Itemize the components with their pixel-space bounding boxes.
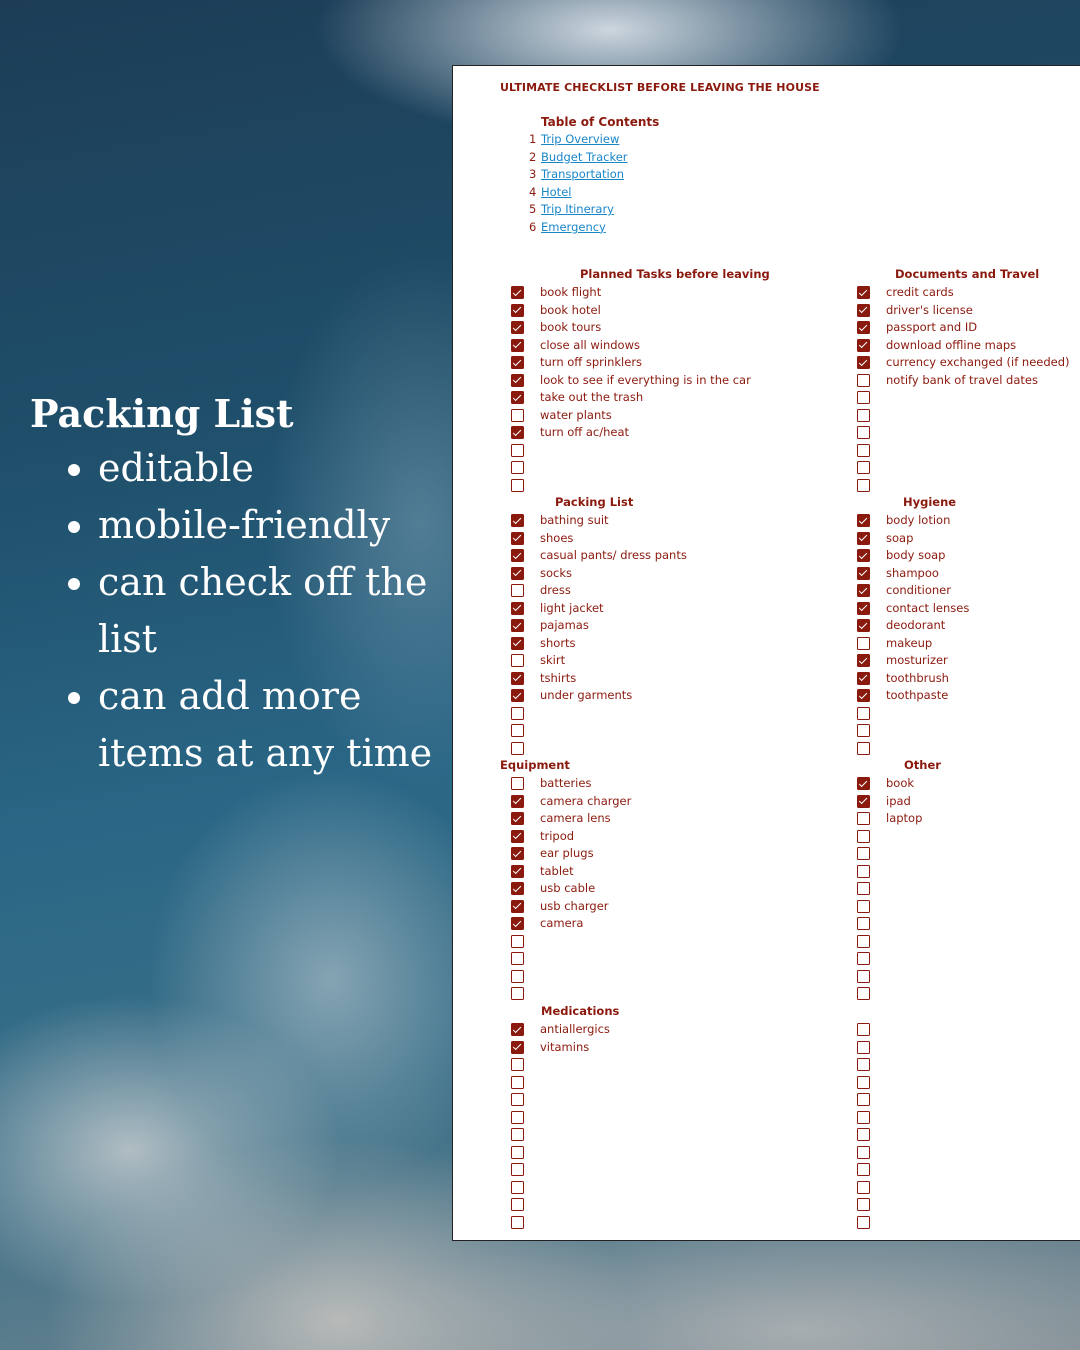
toc-number: 3 xyxy=(529,167,537,181)
checked-checkbox[interactable] xyxy=(511,689,524,702)
checklist-item-label[interactable]: water plants xyxy=(540,407,612,422)
promo-feature-list xyxy=(30,440,450,782)
unchecked-checkbox[interactable] xyxy=(857,917,870,930)
checklist-item-label[interactable]: take out the trash xyxy=(540,390,644,404)
section-title-planned-tasks: Planned Tasks before leaving xyxy=(580,267,770,281)
checklist-item-label[interactable]: shorts xyxy=(540,635,576,650)
checklist-item-label[interactable]: ear plugs xyxy=(540,846,594,860)
checked-checkbox[interactable] xyxy=(857,689,870,702)
checked-checkbox[interactable] xyxy=(857,654,870,667)
unchecked-checkbox[interactable] xyxy=(511,1216,524,1229)
unchecked-checkbox[interactable] xyxy=(857,987,870,1000)
checklist-item-label[interactable]: camera lens xyxy=(540,811,611,825)
checked-checkbox[interactable] xyxy=(511,567,524,580)
checklist-item-label[interactable]: contact lenses xyxy=(886,600,970,615)
checked-checkbox[interactable] xyxy=(511,391,524,404)
checked-checkbox[interactable] xyxy=(511,900,524,913)
checklist-item-label[interactable]: body soap xyxy=(886,548,946,562)
checked-checkbox[interactable] xyxy=(857,339,870,352)
unchecked-checkbox[interactable] xyxy=(511,1128,524,1141)
unchecked-checkbox[interactable] xyxy=(857,1058,870,1071)
checked-checkbox[interactable] xyxy=(857,619,870,632)
unchecked-checkbox[interactable] xyxy=(857,1163,870,1176)
checked-checkbox[interactable] xyxy=(511,672,524,685)
checked-checkbox[interactable] xyxy=(857,567,870,580)
checklist-item-label[interactable]: book xyxy=(886,776,915,790)
checklist-item-label[interactable]: bathing suit xyxy=(540,513,609,527)
checklist-item-label[interactable]: dress xyxy=(540,583,571,597)
checked-checkbox[interactable] xyxy=(511,426,524,439)
checked-checkbox[interactable] xyxy=(857,795,870,808)
checklist-item-label[interactable]: toothpaste xyxy=(886,688,949,702)
checklist-item-label[interactable]: tablet xyxy=(540,863,574,878)
unchecked-checkbox[interactable] xyxy=(857,637,870,650)
checklist-item-label[interactable]: camera xyxy=(540,916,584,930)
toc-item xyxy=(529,166,647,184)
unchecked-checkbox[interactable] xyxy=(857,830,870,843)
unchecked-checkbox[interactable] xyxy=(857,812,870,825)
checked-checkbox[interactable] xyxy=(857,602,870,615)
toc-number: 1 xyxy=(529,132,537,146)
promo-feature-item: • can check off the list xyxy=(98,554,450,668)
unchecked-checkbox[interactable] xyxy=(511,1093,524,1106)
table-of-contents xyxy=(529,114,660,236)
checked-checkbox[interactable] xyxy=(511,286,524,299)
checklist-item-label[interactable]: socks xyxy=(540,565,573,580)
checked-checkbox[interactable] xyxy=(857,286,870,299)
unchecked-checkbox[interactable] xyxy=(857,865,870,878)
checklist-item-label[interactable]: tripod xyxy=(540,828,575,843)
checked-checkbox[interactable] xyxy=(511,374,524,387)
checked-checkbox[interactable] xyxy=(511,356,524,369)
promo-feature-item: • mobile-friendly xyxy=(98,497,450,554)
unchecked-checkbox[interactable] xyxy=(857,1198,870,1211)
checklist-item-label[interactable]: currency exchanged (if needed) xyxy=(886,355,1070,369)
checklist-item-label[interactable]: shoes xyxy=(540,530,574,545)
promo-panel xyxy=(30,388,450,782)
unchecked-checkbox[interactable] xyxy=(857,461,870,474)
unchecked-checkbox[interactable] xyxy=(857,444,870,457)
checklist-item-label[interactable]: deodorant xyxy=(886,618,946,632)
unchecked-checkbox[interactable] xyxy=(511,584,524,597)
unchecked-checkbox[interactable] xyxy=(511,444,524,457)
checklist-document xyxy=(452,65,1080,1241)
unchecked-checkbox[interactable] xyxy=(857,1216,870,1229)
checked-checkbox[interactable] xyxy=(857,549,870,562)
toc-item xyxy=(529,184,647,202)
unchecked-checkbox[interactable] xyxy=(857,1041,870,1054)
checklist-item-label[interactable]: batteries xyxy=(540,776,592,790)
checklist-item-label[interactable]: tshirts xyxy=(540,670,577,685)
checklist-item-label[interactable]: notify bank of travel dates xyxy=(886,372,1038,387)
checklist-item-label[interactable]: soap xyxy=(886,530,914,545)
checklist-item-label[interactable]: book flight xyxy=(540,285,602,299)
toc-item xyxy=(529,219,647,237)
checklist-item-label[interactable]: credit cards xyxy=(886,285,954,299)
checklist-item-label[interactable]: light jacket xyxy=(540,600,604,615)
checklist-item-label[interactable]: vitamins xyxy=(540,1039,590,1054)
checklist-item-label[interactable]: look to see if everything is in the car xyxy=(540,372,751,387)
unchecked-checkbox[interactable] xyxy=(511,742,524,755)
unchecked-checkbox[interactable] xyxy=(857,409,870,422)
checklist-item-label[interactable]: close all windows xyxy=(540,337,640,352)
checklist-item-label[interactable]: usb cable xyxy=(540,881,596,895)
toc-link-hotel[interactable]: Hotel xyxy=(541,184,572,199)
unchecked-checkbox[interactable] xyxy=(511,952,524,965)
toc-item xyxy=(529,131,647,149)
unchecked-checkbox[interactable] xyxy=(511,461,524,474)
checked-checkbox[interactable] xyxy=(511,619,524,632)
unchecked-checkbox[interactable] xyxy=(511,1111,524,1124)
section-title-other: Other xyxy=(904,758,941,772)
unchecked-checkbox[interactable] xyxy=(511,935,524,948)
unchecked-checkbox[interactable] xyxy=(857,970,870,983)
unchecked-checkbox[interactable] xyxy=(857,374,870,387)
unchecked-checkbox[interactable] xyxy=(511,1146,524,1159)
checklist-item-label[interactable]: skirt xyxy=(540,653,566,667)
checked-checkbox[interactable] xyxy=(511,532,524,545)
unchecked-checkbox[interactable] xyxy=(857,1146,870,1159)
unchecked-checkbox[interactable] xyxy=(857,724,870,737)
checked-checkbox[interactable] xyxy=(511,514,524,527)
toc-number: 4 xyxy=(529,184,537,199)
document-title: ULTIMATE CHECKLIST BEFORE LEAVING THE HOUSE xyxy=(500,81,820,94)
unchecked-checkbox[interactable] xyxy=(511,1058,524,1071)
section-title-medications: Medications xyxy=(541,1004,620,1018)
unchecked-checkbox[interactable] xyxy=(857,1181,870,1194)
checklist-item-label[interactable]: passport and ID xyxy=(886,320,978,334)
unchecked-checkbox[interactable] xyxy=(511,1198,524,1211)
checked-checkbox[interactable] xyxy=(511,549,524,562)
unchecked-checkbox[interactable] xyxy=(511,1181,524,1194)
unchecked-checkbox[interactable] xyxy=(511,724,524,737)
checklist-item-label[interactable]: makeup xyxy=(886,635,933,650)
unchecked-checkbox[interactable] xyxy=(857,1128,870,1141)
unchecked-checkbox[interactable] xyxy=(857,1076,870,1089)
checked-checkbox[interactable] xyxy=(857,584,870,597)
checklist-item-label[interactable]: shampoo xyxy=(886,565,939,580)
checked-checkbox[interactable] xyxy=(857,304,870,317)
checklist-item-label[interactable]: download offline maps xyxy=(886,337,1017,352)
checked-checkbox[interactable] xyxy=(511,321,524,334)
checked-checkbox[interactable] xyxy=(511,795,524,808)
checklist-item-label[interactable]: body lotion xyxy=(886,513,951,527)
unchecked-checkbox[interactable] xyxy=(857,426,870,439)
unchecked-checkbox[interactable] xyxy=(857,1111,870,1124)
unchecked-checkbox[interactable] xyxy=(857,882,870,895)
unchecked-checkbox[interactable] xyxy=(857,847,870,860)
unchecked-checkbox[interactable] xyxy=(511,987,524,1000)
checklist-item-label[interactable]: antiallergics xyxy=(540,1022,610,1036)
toc-title: Table of Contents xyxy=(541,115,660,129)
checked-checkbox[interactable] xyxy=(857,532,870,545)
toc-link-transportation[interactable]: Transportation xyxy=(541,167,625,181)
section-title-equipment: Equipment xyxy=(500,758,570,772)
section-title-packing-list: Packing List xyxy=(555,495,634,509)
checked-checkbox[interactable] xyxy=(511,865,524,878)
unchecked-checkbox[interactable] xyxy=(857,479,870,492)
checked-checkbox[interactable] xyxy=(511,917,524,930)
checklist-item-label[interactable]: pajamas xyxy=(540,618,589,632)
unchecked-checkbox[interactable] xyxy=(857,742,870,755)
unchecked-checkbox[interactable] xyxy=(857,1093,870,1106)
toc-number: 6 xyxy=(529,219,537,234)
unchecked-checkbox[interactable] xyxy=(511,479,524,492)
checklist-item-label[interactable]: book hotel xyxy=(540,302,601,317)
checked-checkbox[interactable] xyxy=(511,882,524,895)
checklist-item-label[interactable]: laptop xyxy=(886,811,923,825)
section-title-documents-travel: Documents and Travel xyxy=(895,267,1040,281)
toc-link-emergency[interactable]: Emergency xyxy=(541,219,606,234)
toc-link-budget-tracker[interactable]: Budget Tracker xyxy=(541,149,628,164)
unchecked-checkbox[interactable] xyxy=(857,900,870,913)
checked-checkbox[interactable] xyxy=(511,602,524,615)
toc-link-trip-overview[interactable]: Trip Overview xyxy=(541,132,620,146)
checklist-item-label[interactable]: mosturizer xyxy=(886,653,948,667)
checked-checkbox[interactable] xyxy=(857,356,870,369)
checked-checkbox[interactable] xyxy=(511,1023,524,1036)
checked-checkbox[interactable] xyxy=(857,514,870,527)
checklist-item-label[interactable]: turn off sprinklers xyxy=(540,355,643,369)
unchecked-checkbox[interactable] xyxy=(511,1076,524,1089)
promo-feature-item: • editable xyxy=(98,440,450,497)
unchecked-checkbox[interactable] xyxy=(857,707,870,720)
toc-item xyxy=(529,201,647,219)
checklist-item-label[interactable]: under garments xyxy=(540,688,633,702)
checklist-item-label[interactable]: conditioner xyxy=(886,583,951,597)
checklist-item-label[interactable]: camera charger xyxy=(540,793,632,808)
unchecked-checkbox[interactable] xyxy=(511,970,524,983)
checked-checkbox[interactable] xyxy=(511,339,524,352)
checked-checkbox[interactable] xyxy=(511,637,524,650)
checklist-item-label[interactable]: turn off ac/heat xyxy=(540,425,630,439)
section-title-hygiene: Hygiene xyxy=(903,495,957,509)
checked-checkbox[interactable] xyxy=(511,830,524,843)
checklist-item-label[interactable]: ipad xyxy=(886,793,911,808)
promo-feature-item: • can add more items at any time xyxy=(98,668,450,782)
toc-item xyxy=(529,149,647,167)
checked-checkbox[interactable] xyxy=(511,847,524,860)
checklist-item-label[interactable]: book tours xyxy=(540,320,602,334)
checked-checkbox[interactable] xyxy=(857,672,870,685)
unchecked-checkbox[interactable] xyxy=(511,409,524,422)
checked-checkbox[interactable] xyxy=(511,304,524,317)
unchecked-checkbox[interactable] xyxy=(511,654,524,667)
checklist-item-label[interactable]: toothbrush xyxy=(886,670,949,685)
checked-checkbox[interactable] xyxy=(857,321,870,334)
unchecked-checkbox[interactable] xyxy=(511,707,524,720)
toc-number: 2 xyxy=(529,149,537,164)
unchecked-checkbox[interactable] xyxy=(511,777,524,790)
checked-checkbox[interactable] xyxy=(511,1041,524,1054)
toc-link-trip-itinerary[interactable]: Trip Itinerary xyxy=(541,202,614,216)
checklist-item-label[interactable]: usb charger xyxy=(540,898,609,913)
promo-heading: Packing List xyxy=(30,391,294,436)
unchecked-checkbox[interactable] xyxy=(857,935,870,948)
checked-checkbox[interactable] xyxy=(857,777,870,790)
toc-number: 5 xyxy=(529,202,537,216)
checked-checkbox[interactable] xyxy=(511,812,524,825)
unchecked-checkbox[interactable] xyxy=(857,1023,870,1036)
checklist-item-label[interactable]: casual pants/ dress pants xyxy=(540,548,687,562)
checklist-item-label[interactable]: driver's license xyxy=(886,302,973,317)
unchecked-checkbox[interactable] xyxy=(857,391,870,404)
unchecked-checkbox[interactable] xyxy=(511,1163,524,1176)
unchecked-checkbox[interactable] xyxy=(857,952,870,965)
